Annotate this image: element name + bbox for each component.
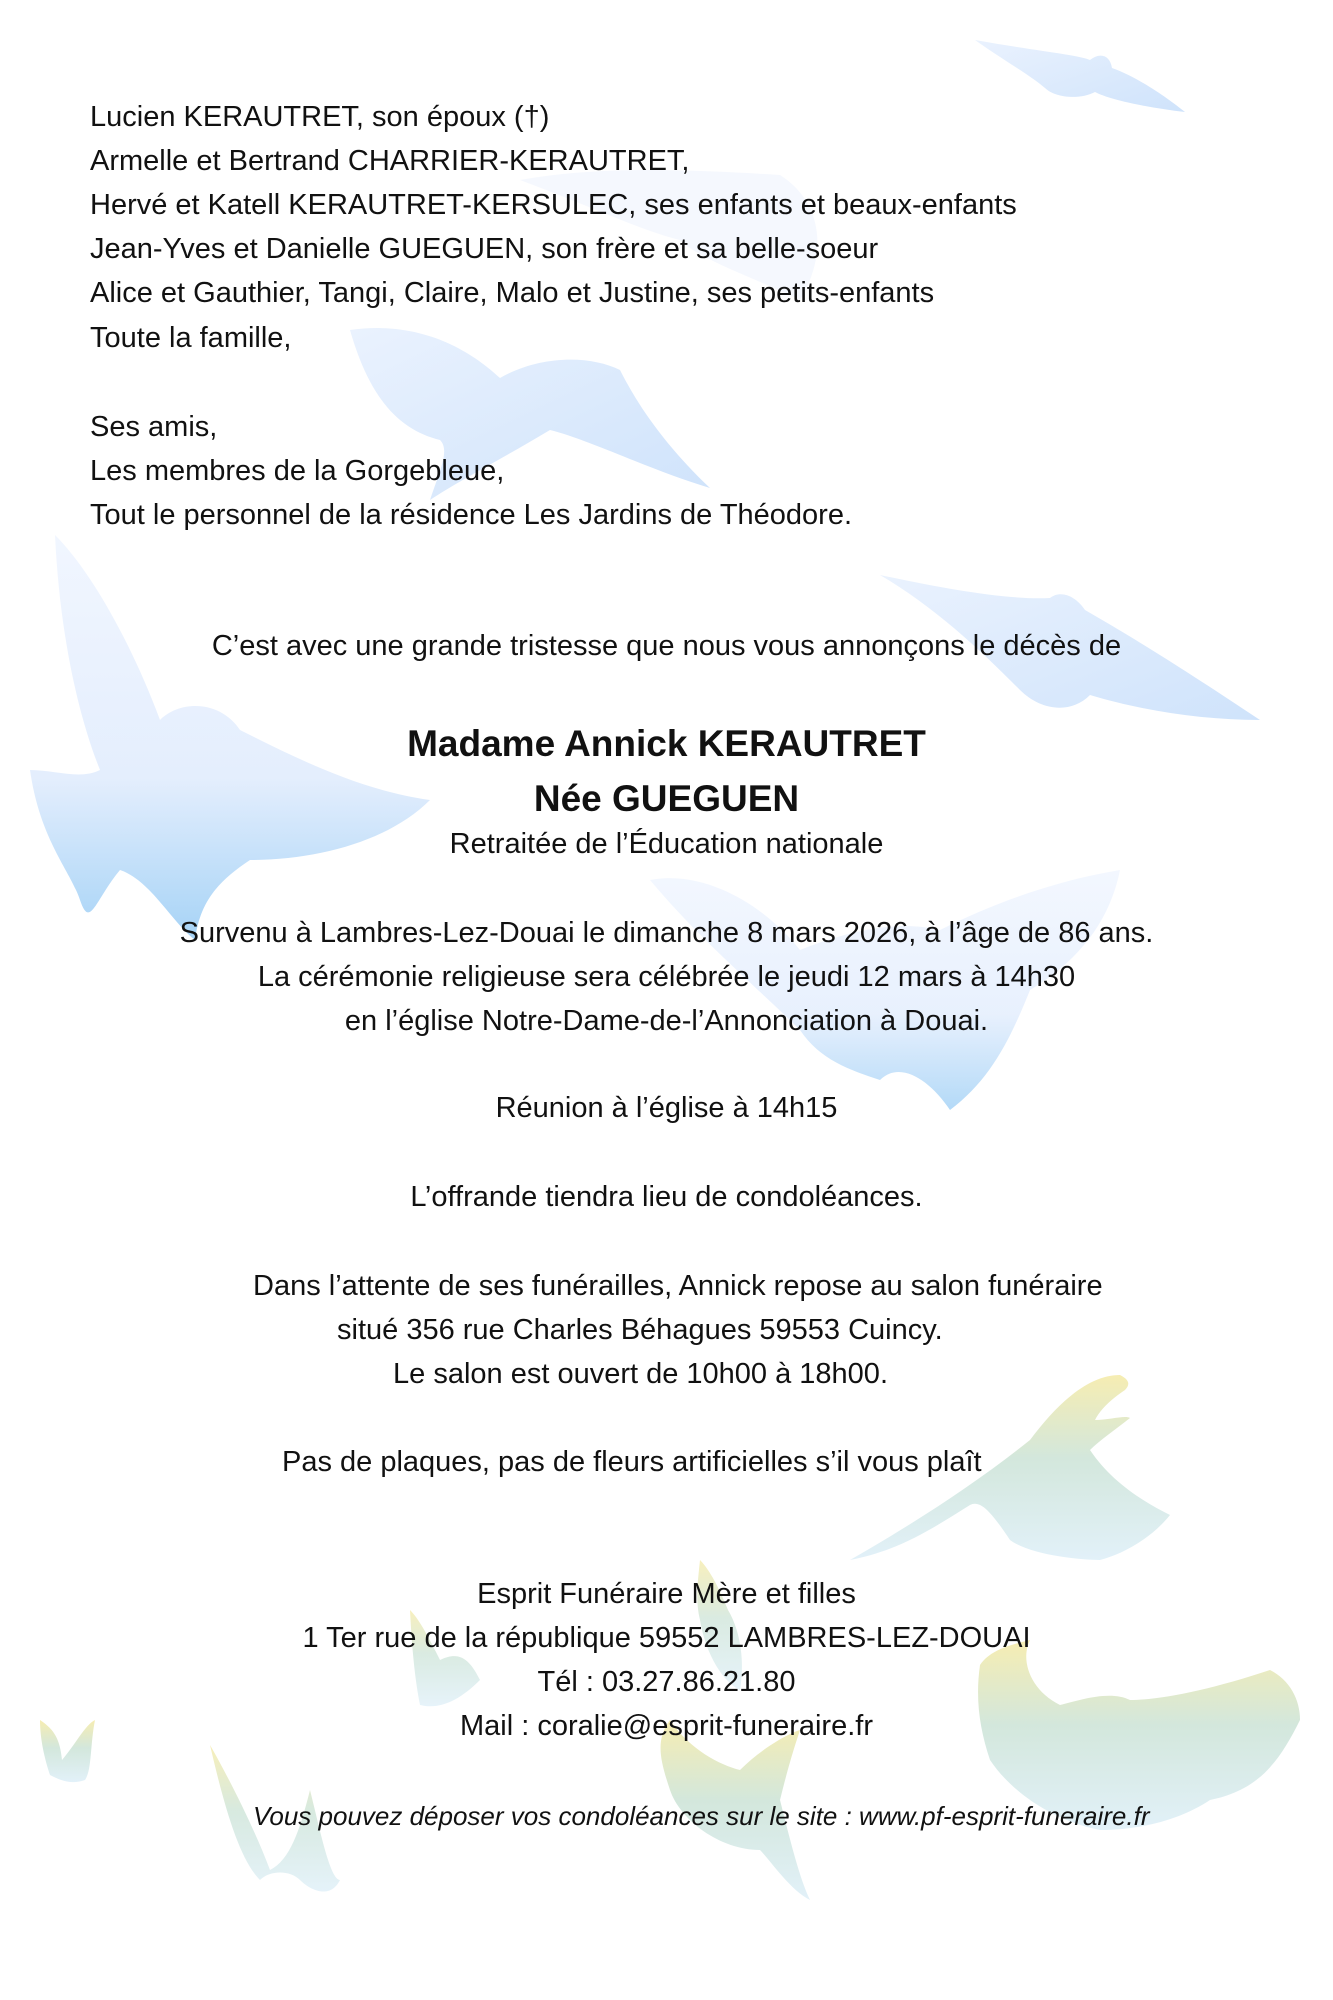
viewing-line: Le salon est ouvert de 10h00 à 18h00. (393, 1358, 888, 1390)
viewing-line: Dans l’attente de ses funérailles, Annick repose au salon funéraire (253, 1270, 1103, 1302)
ceremony-line: en l’église Notre-Dame-de-l’Annonciation à Douai. (344, 1005, 989, 1037)
funeral-home-phone: Tél : 03.27.86.21.80 (537, 1666, 796, 1698)
family-line: Alice et Gauthier, Tangi, Claire, Malo et Justine, ses petits-enfants (90, 277, 935, 309)
offering-note: L’offrande tiendra lieu de condoléances. (410, 1181, 923, 1213)
condolences-website-note: Vous pouvez déposer vos condoléances sur le site : www.pf-esprit-funeraire.fr (253, 1801, 1150, 1831)
ceremony-line: La cérémonie religieuse sera célébrée le jeudi 12 mars à 14h30 (257, 961, 1076, 993)
family-line: Armelle et Bertrand CHARRIER-KERAUTRET, (90, 145, 690, 177)
funeral-home-name: Esprit Funéraire Mère et filles (477, 1578, 856, 1610)
deceased-maiden-name: Née GUEGUEN (533, 778, 800, 819)
funeral-home-email: Mail : coralie@esprit-funeraire.fr (459, 1710, 873, 1742)
family-line: Jean-Yves et Danielle GUEGUEN, son frère et sa belle-soeur (90, 233, 879, 265)
deceased-occupation: Retraitée de l’Éducation nationale (449, 828, 884, 860)
viewing-line: situé 356 rue Charles Béhagues 59553 Cuincy. (337, 1314, 943, 1346)
announcement-intro: C’est avec une grande tristesse que nous vous annonçons le décès de (211, 630, 1122, 662)
family-line: Toute la famille, (90, 322, 292, 354)
friends-line: Ses amis, (90, 411, 218, 443)
flowers-request: Pas de plaques, pas de fleurs artificielles s’il vous plaît (282, 1446, 982, 1478)
friends-line: Tout le personnel de la résidence Les Jardins de Théodore. (90, 499, 853, 531)
meeting-time: Réunion à l’église à 14h15 (495, 1092, 838, 1124)
dove-icon (975, 40, 1185, 112)
family-line: Lucien KERAUTRET, son époux (†) (90, 101, 550, 133)
funeral-home-address: 1 Ter rue de la république 59552 LAMBRES-LEZ-DOUAI (302, 1622, 1031, 1654)
ceremony-line: Survenu à Lambres-Lez-Douai le dimanche 8 mars 2026, à l’âge de 86 ans. (179, 917, 1154, 949)
deceased-name: Madame Annick KERAUTRET (407, 723, 926, 764)
family-line: Hervé et Katell KERAUTRET-KERSULEC, ses enfants et beaux-enfants (90, 189, 1017, 221)
friends-line: Les membres de la Gorgebleue, (90, 455, 505, 487)
